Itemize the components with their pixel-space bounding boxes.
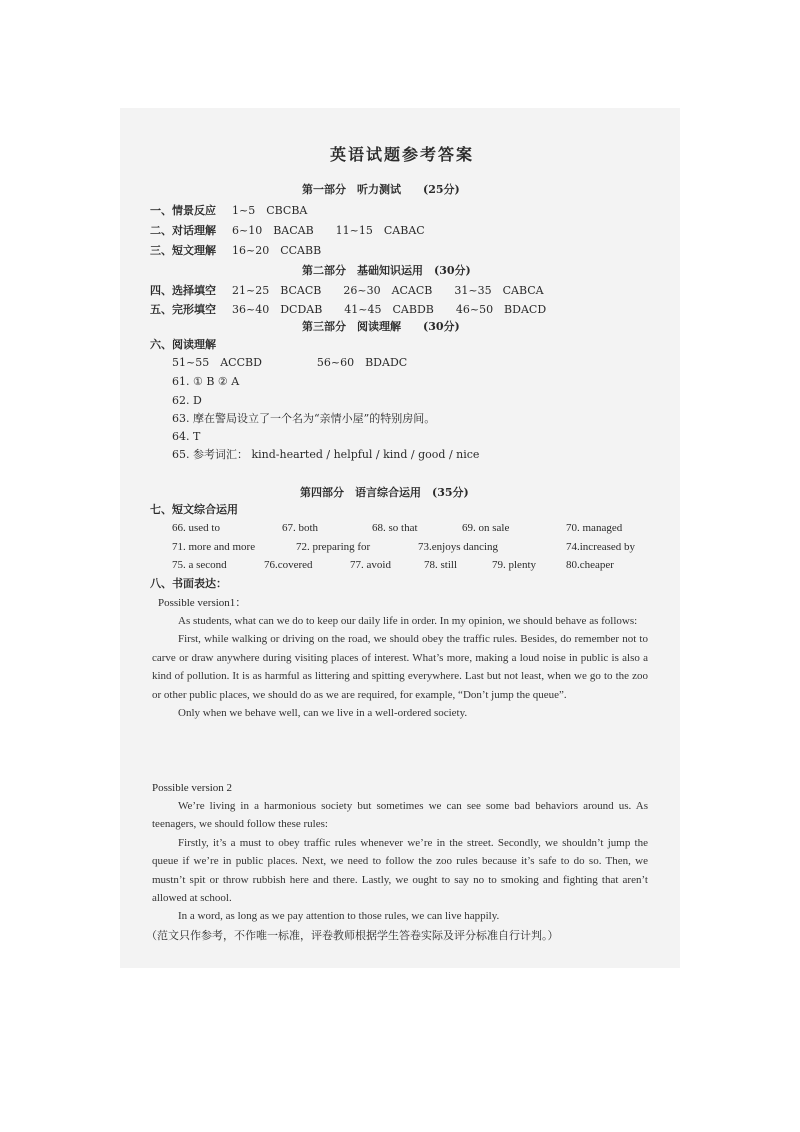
part1-answers-2: 6~10 BACAB 11~15 CABAC [232,224,425,237]
version1-label: Possible version1： [158,597,247,609]
answer-70: 70. managed [566,522,623,534]
version2-paragraph-3: In a word, as long as we pay attention to those rules, we can live happily. [178,910,500,923]
answer-76: 76.covered [264,559,313,571]
part1-heading: 第一部分 听力测试 (25分) [302,183,460,196]
answer-79: 79. plenty [492,559,536,571]
version2-essay [152,797,648,926]
answer-78: 78. still [424,559,458,571]
part2-label-1: 四、选择填空 [150,284,216,297]
answer-80: 80.cheaper [566,559,614,571]
version1-paragraph-3: Only when we behave well, can we live in a well-ordered society. [178,707,468,720]
version1-paragraph-2: First, while walking or driving on the road, we should obey the traffic rules. Besides, do remember not to carve or draw anywhere during visiting places of interest. What’s more, making a loud noise in public is also a kind of pollution. It is as harmful as littering and spitting everywhere. Last but not least, when we go to the zoo or other public places, we should do as we are required, for example, “Don’t jump the queue”. [152,633,648,701]
part2-heading: 第二部分 基础知识运用 (30分) [302,264,471,277]
part3-line-5: 64. T [172,430,201,443]
answer-75: 75. a second [172,559,227,571]
answer-77: 77. avoid [350,559,391,571]
part4-section8-label: 八、书面表达： [150,577,227,590]
part1-answers-3: 16~20 CCABB [232,244,322,257]
answer-71: 71. more and more [172,541,256,553]
version1-essay [152,612,648,722]
grading-note: （范文只作参考，不作唯一标准，评卷教师根据学生答卷实际及评分标准自行计判。） [146,929,559,942]
part2-answers-1: 21~25 BCACB 26~30 ACACB 31~35 CABCA [232,284,544,297]
part1-label-2: 二、对话理解 [150,224,216,237]
version2-paragraph-1: We’re living in a harmonious society but sometimes we can see some bad behaviors around us. As teenagers, we should follow these rules: [152,800,648,831]
part3-line-6: 65. 参考词汇： kind-hearted / helpful / kind / good / nice [172,448,480,461]
part3-heading: 第三部分 阅读理解 (30分) [302,320,460,333]
part1-label-1: 一、情景反应 [150,204,216,217]
part1-label-3: 三、短文理解 [150,244,216,257]
part4-section7-label: 七、短文综合运用 [150,503,238,516]
part3-line-1: 51~55 ACCBD 56~60 BDADC [172,356,408,369]
part2-label-2: 五、完形填空 [150,303,216,316]
answer-73: 73.enjoys dancing [418,541,499,553]
answer-66: 66. used to [172,522,220,534]
version2-paragraph-2: Firstly, it’s a must to obey traffic rules whenever we’re in the street. Secondly, we shouldn’t jump the queue if we’re in public places. Next, we need to follow the zoo rules because it’s safe to do so. Then, we mustn’t spit or throw rubbish here and there. Lastly, we ought to say no to smoking and fighting that aren’t allowed at school. [152,836,648,905]
part3-line-3: 62. D [172,394,202,407]
part3-line-2: 61. ① B ② A [172,375,240,388]
part2-answers-2: 36~40 DCDAB 41~45 CABDB 46~50 BDACD [232,303,547,316]
answer-74: 74.increased by [566,541,636,553]
answer-67: 67. both [282,522,319,534]
answer-68: 68. so that [372,522,418,534]
version2-label: Possible version 2 [152,782,233,794]
answer-72: 72. preparing for [296,541,371,553]
part4-heading: 第四部分 语言综合运用 (35分) [300,486,469,499]
document-title: 英语试题参考答案 [330,145,475,164]
part3-section-label: 六、阅读理解 [150,338,216,351]
version1-paragraph-1: As students, what can we do to keep our daily life in order. In my opinion, we should behave as follows: [178,615,638,627]
part3-line-4: 63. 摩在警局设立了一个名为“亲情小屋”的特别房间。 [172,412,436,425]
part1-answers-1: 1~5 CBCBA [232,204,308,217]
answer-69: 69. on sale [462,522,510,534]
